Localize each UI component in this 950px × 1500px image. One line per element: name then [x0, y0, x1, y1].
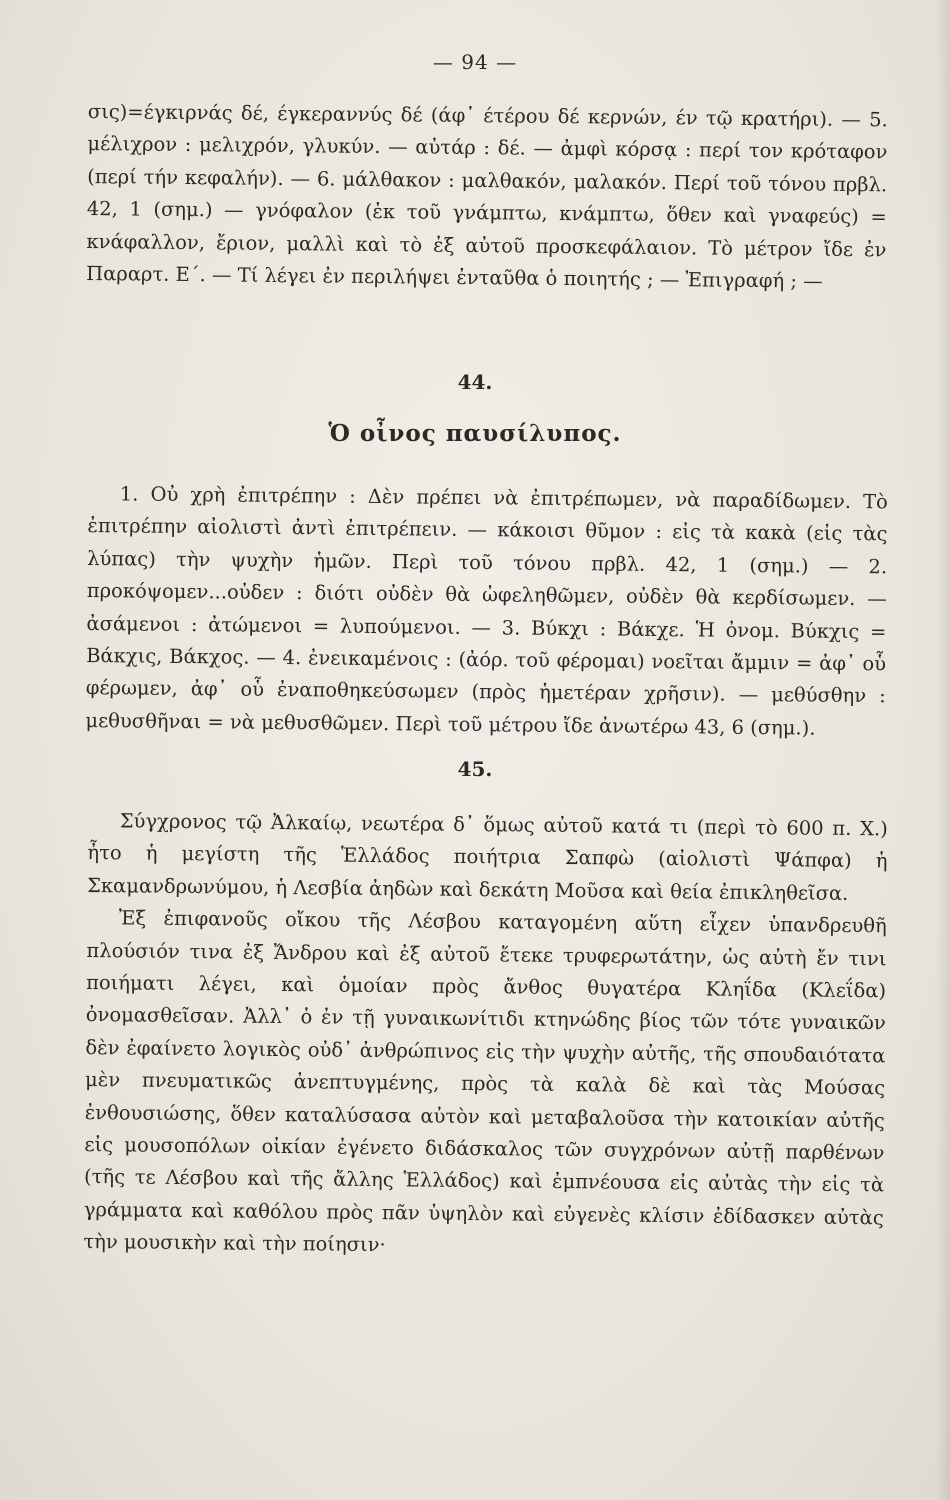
- page-number: — 94 —: [432, 50, 518, 74]
- section-44-notes-block: [85, 478, 888, 746]
- section-45-body: [83, 805, 888, 1267]
- section-45-paragraph-2: Ἐξ ἐπιφανοῦς οἴκου τῆς Λέσβου καταγομένη αὕτη εἶχεν ὑπανδρευθῆ πλούσιόν τινα ἐξ Ἄνδρου καὶ ἐξ αὐτοῦ ἔτεκε τρυφερωτάτην, ὡς αὐτὴ ἔν τινι ποιήματι λέγει, καὶ ὁμοίαν πρὸς ἄνθος θυγατέρα Κληΐδα (Κλεΐδα) ὀνομασθεῖσαν. Ἀλλ᾽ ὁ ἐν τῇ γυναικωνίτιδι κτηνώδης βίος τῶν τότε γυναικῶν δὲν ἐφαίνετο λογικὸς οὐδ᾽ ἀνθρώπινος εἰς τὴν ψυχὴν αὐτῆς, τῆς σπουδαιότατα μὲν πνευματικῶς ἀνεπτυγμένης, πρὸς τὰ καλὰ δὲ καὶ τὰς Μούσας ἐνθουσιώσης, ὅθεν καταλύσασα αὐτὸν καὶ μεταβαλοῦσα τὴν κατοικίαν αὐτῆς εἰς μουσοπόλων οἰκίαν ἐγένετο διδάσκαλος τῶν συγχρόνων αὐτῇ παρθένων (τῆς τε Λέσβου καὶ τῆς ἄλλης Ἑλλάδος) καὶ ἐμπνέουσα εἰς αὐτὰς τὴν εἰς τὰ γράμματα καὶ καθόλου πρὸς πᾶν ὑψηλὸν καὶ εὐγενὲς κλίσιν ἐδίδασκεν αὐτὰς τὴν μουσικὴν καὶ τὴν ποίησιν·: [83, 906, 887, 1257]
- continued-notes: σις)=έγκιρνάς δέ, έγκεραννύς δέ (άφ᾽ έτέρου δέ κερνών, έν τῷ κρατήρι). — 5. μέλιχρον : μελιχρόν, γλυκύν. — αὐτάρ : δέ. — ἀμφὶ κόρσᾳ : περί τον κρόταφον (περί τήν κεφαλήν). — 6. μάλθακον : μαλθακόν, μαλακόν. Περί τοῦ τόνου πρβλ. 42, 1 (σημ.) — γνόφαλον (ἐκ τοῦ γνάμπτω, κνάμπτω, ὅθεν καὶ γναφεύς) = κνάφαλλον, ἔριον, μαλλὶ καὶ τὸ ἐξ αὐτοῦ προσκεφάλαιον. Τὸ μέτρον ἴδε ἐν Παραρτ. Ε΄. — Τί λέγει ἐν περιλήψει ἐνταῦθα ὁ ποιητής ; — Ἐπιγραφή ; —: [86, 99, 888, 293]
- section-44-number: 44.: [457, 370, 493, 394]
- page-edge-shadow: [936, 0, 950, 1500]
- section-45-paragraph-1: Σύγχρονος τῷ Ἀλκαίῳ, νεωτέρα δ᾽ ὅμως αὐτοῦ κατά τι (περὶ τὸ 600 π. Χ.) ἦτο ἡ μεγίστη τῆς Ἑλλάδος ποιήτρια Σαπφὼ (αἰολιστὶ Ψάπφα) ἡ Σκαμανδρωνύμου, ἡ Λεσβία ἀηδὼν καὶ δεκάτη Μοῦσα καὶ θεία ἐπικληθεῖσα.: [87, 809, 888, 905]
- section-44-notes: 1. Οὐ χρὴ ἐπιτρέπην : Δὲν πρέπει νὰ ἐπιτρέπωμεν, νὰ παραδίδωμεν. Τὸ ἐπιτρέπην αἰολιστὶ ἀντὶ ἐπιτρέπειν. — κάκοισι θῦμον : εἰς τὰ κακὰ (εἰς τὰς λύπας) τὴν ψυχὴν ἡμῶν. Περὶ τοῦ τόνου πρβλ. 42, 1 (σημ.) — 2. προκόψομεν...οὐδεν : διότι οὐδὲν θὰ ὠφεληθῶμεν, οὐδὲν θὰ κερδίσωμεν. — ἀσάμενοι : ἀτώμενοι = λυπούμενοι. — 3. Βύκχι : Βάκχε. Ἡ ὀνομ. Βύκχις = Βάκχις, Βάκχος. — 4. ἐνεικαμένοις : (ἀόρ. τοῦ φέρομαι) νοεῖται ἄμμιν = ἀφ᾽ οὗ φέρωμεν, ἀφ᾽ οὗ ἐναποθηκεύσωμεν (πρὸς ἡμετέραν χρῆσιν). — μεθύσθην : μεθυσθῆναι = νὰ μεθυσθῶμεν. Περὶ τοῦ μέτρου ἴδε ἀνωτέρω 43, 6 (σημ.).: [85, 482, 888, 740]
- section-44-title: Ὁ οἶνος παυσίλυπος.: [328, 420, 622, 447]
- section-45-number: 45.: [457, 757, 493, 781]
- continued-notes-block: [86, 96, 888, 299]
